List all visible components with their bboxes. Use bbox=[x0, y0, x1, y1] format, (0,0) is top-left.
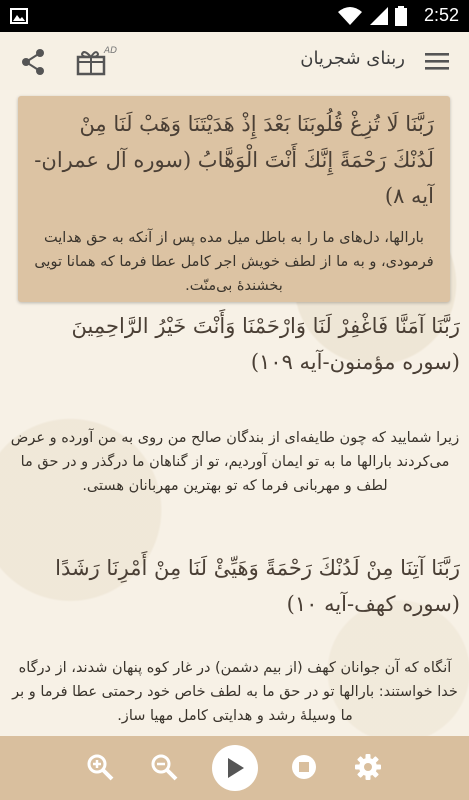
wifi-icon bbox=[337, 6, 363, 26]
battery-icon bbox=[395, 6, 407, 26]
settings-icon bbox=[354, 753, 382, 781]
player-bar bbox=[0, 736, 469, 800]
status-icons bbox=[337, 6, 407, 26]
page-title: ربنای شجریان bbox=[300, 48, 405, 69]
settings-button[interactable] bbox=[352, 751, 384, 783]
zoom-out-icon bbox=[150, 753, 178, 781]
status-time: 2:52 bbox=[423, 5, 459, 25]
share-icon[interactable] bbox=[20, 48, 46, 76]
verse-arabic: رَبَّنَا آتِنَا مِنْ لَدُنْكَ رَحْمَةً وَهَيِّئْ لَنَا مِنْ أَمْرِنَا رَشَدًا (سوره کهف-آیه ۱۰) bbox=[55, 556, 460, 616]
play-button[interactable] bbox=[212, 745, 258, 791]
stop-icon bbox=[291, 754, 317, 780]
stop-button[interactable] bbox=[288, 751, 320, 783]
signal-icon bbox=[369, 6, 389, 26]
zoom-in-icon bbox=[86, 753, 114, 781]
verse-translation: زیرا شمایید که چون طایفه‌ای از بندگان صالح من روی به من آورده و عرض می‌کردند بارالها ما به تو ایمان آوردیم، تو از گناهان ما درگذر و در حق ما لطف و مهربانی فرما که تو بهترین مهربانان هستی. bbox=[10, 430, 460, 494]
play-icon bbox=[224, 756, 246, 780]
menu-icon[interactable] bbox=[425, 52, 449, 70]
verse-translation: بارالها، دل‌های ما را به باطل میل مده پس از آنکه به حق هدایت فرمودی، و به ما از لطف خویش اجر کامل عطا فرما که همانا تویی بخشندهٔ بی‌منّت. bbox=[34, 230, 434, 294]
zoom-out-button[interactable] bbox=[148, 751, 180, 783]
app-bar bbox=[0, 32, 469, 90]
verse-arabic: رَبَّنَا لَا تُزِغْ قُلُوبَنَا بَعْدَ إِذْ هَدَيْتَنَا وَهَبْ لَنَا مِنْ لَدُنْكَ رَحْمَةً إِنَّكَ أَنْتَ الْوَهَّابُ (سوره آل عمران-آیه ۸) bbox=[34, 112, 434, 208]
svg-text:x: x bbox=[373, 13, 377, 20]
gallery-icon bbox=[10, 8, 28, 24]
verse-list[interactable] bbox=[0, 90, 469, 736]
verse-card-highlighted[interactable] bbox=[18, 96, 450, 302]
status-bar bbox=[0, 0, 469, 32]
ad-label: AD bbox=[104, 46, 118, 56]
verse-arabic: رَبَّنَا آمَنَّا فَاغْفِرْ لَنَا وَارْحَمْنَا وَأَنْتَ خَيْرُ الرَّاحِمِينَ (سوره مؤمنون-آیه ۱۰۹) bbox=[71, 314, 460, 374]
verse-translation: آنگاه که آن جوانان کهف (از بیم دشمن) در غار کوه پنهان شدند، از درگاه خدا خواستند: بارالها تو در حق ما به لطف خاص خود رحمتی عطا فرما و بر ما وسیلهٔ رشد و هدایتی کامل مهیا ساز. bbox=[12, 660, 458, 724]
zoom-in-button[interactable] bbox=[84, 751, 116, 783]
